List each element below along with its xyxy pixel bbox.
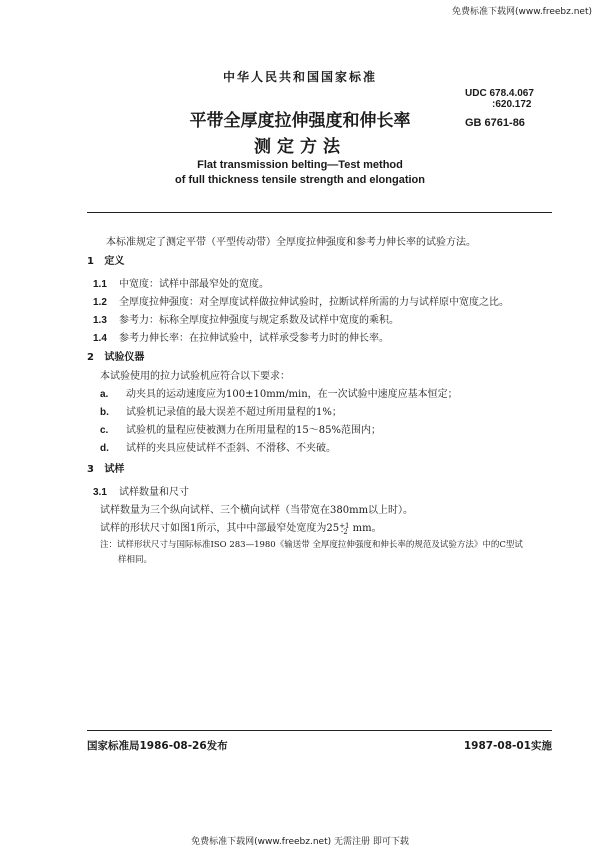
subsection-3-1-heading: 3.1 试样数量和尺寸 [93, 487, 189, 498]
section-1-heading [87, 252, 124, 267]
specimen-count-paragraph: 试样数量为三个纵向试样、三个横向试样（当带宽在380mm以上时）。 [100, 505, 414, 516]
section-number: 1 [87, 256, 94, 267]
intro-paragraph: 本标准规定了测定平带（平型传动带）全厚度拉伸强度和参考力伸长率的试验方法。 [106, 237, 476, 248]
title-cn-line1: 平带全厚度拉伸强度和伸长率 [189, 111, 411, 131]
watermark-top: 免费标准下载网(www.freebz.net) [452, 7, 592, 17]
issue-date: 国家标准局1986-08-26发布 [87, 740, 228, 752]
definition-item: 1.1 中宽度：试样中部最窄处的宽度。 [93, 279, 269, 290]
watermark-bottom: 免费标准下载网(www.freebz.net) 无需注册 即可下载 [191, 837, 409, 847]
definition-item: 1.4 参考力伸长率：在拉伸试验中，试样承受参考力时的伸长率。 [93, 333, 389, 344]
section-number: 2 [87, 352, 94, 363]
section-2-heading [87, 348, 144, 363]
udc-code-cont: :620.172 [492, 99, 532, 110]
country-standard-heading: 中华人民共和国国家标准 [222, 70, 377, 84]
section-title: 定义 [104, 256, 125, 267]
section-title: 试样 [104, 464, 125, 475]
footer-rule [87, 730, 552, 731]
effective-date: 1987-08-01实施 [463, 740, 552, 752]
definition-item: 1.3 参考力：标称全厚度拉伸强度与规定系数及试样中宽度的乘积。 [93, 315, 399, 326]
header-rule [87, 212, 552, 213]
section-3-heading [87, 460, 124, 475]
gb-number: GB 6761-86 [465, 117, 525, 129]
requirement-item: d. 试样的夹具应使试样不歪斜、不滑移、不夹破。 [100, 443, 336, 454]
specimen-shape-paragraph: 试样的形状尺寸如图1所示，其中中部最窄处宽度为25+1 -2 mm。 [100, 521, 382, 536]
section-2-lead: 本试验使用的拉力试验机应符合以下要求： [100, 371, 290, 382]
section-number: 3 [87, 464, 94, 475]
section-title: 试验仪器 [104, 352, 145, 363]
requirement-item: a. 动夹具的运动速度应为100±10mm/min，在一次试验中速度应基本恒定； [100, 389, 458, 400]
definition-item: 1.2 全厚度拉伸强度：对全厚度试样做拉伸试验时，拉断试样所需的力与试样原中宽度之比。 [93, 297, 509, 308]
requirement-item: c. 试验机的量程应使被测力在所用量程的15～85%范围内； [100, 425, 381, 436]
note-line-1: 注：试样形状尺寸与国际标准ISO 283—1980《输送带 全厚度拉伸强度和伸长率的规范及试验方法》中的C型试 [100, 540, 523, 550]
title-en-line1: Flat transmission belting—Test method [197, 159, 403, 171]
requirement-item: b. 试验机记录值的最大误差不超过所用量程的1%； [100, 407, 342, 418]
note-line-2: 样相同。 [118, 555, 153, 565]
udc-code: UDC 678.4.067 [465, 88, 534, 99]
title-cn-line2: 测定方法 [254, 137, 346, 157]
tolerance: +1 -2 [339, 521, 350, 536]
title-en-line2: of full thickness tensile strength and elongation [175, 174, 425, 186]
